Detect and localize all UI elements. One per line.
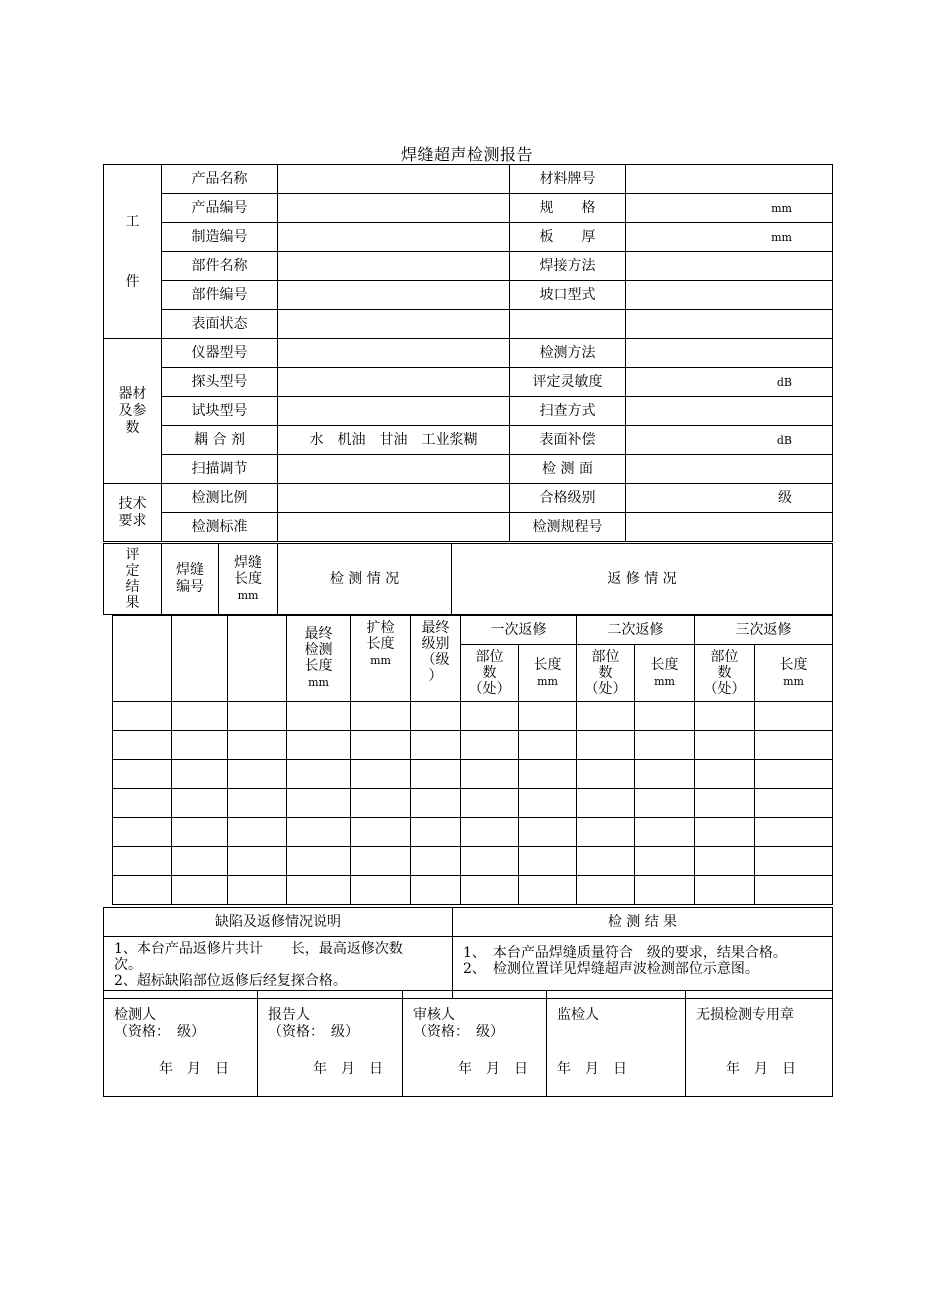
first-repair-header: 一次返修 <box>461 616 577 645</box>
grid-cell[interactable] <box>411 789 461 818</box>
grid-cell[interactable] <box>519 818 577 847</box>
extended-length-header <box>351 616 411 702</box>
ndt-seal-qualification <box>696 1024 832 1041</box>
grid-cell[interactable] <box>577 789 635 818</box>
extended-length-unit: mm <box>370 654 391 667</box>
equipment-label: 器材 及参 数 <box>104 339 162 484</box>
grid-cell[interactable] <box>635 847 695 876</box>
grid-cell[interactable] <box>351 760 411 789</box>
defects-line-1: 1、本台产品返修片共计 长，最高返修次数 次。 <box>114 941 431 973</box>
grid-cell[interactable] <box>519 789 577 818</box>
grid-cell[interactable] <box>411 818 461 847</box>
detection-surface-value[interactable] <box>626 455 833 484</box>
grid-cell[interactable] <box>695 760 755 789</box>
ndt-seal-date: 年 月 日 <box>726 1061 796 1077</box>
grid-cell[interactable] <box>287 760 351 789</box>
reporter-date: 年 月 日 <box>313 1061 383 1077</box>
grid-cell[interactable] <box>519 876 577 905</box>
reviewer-date: 年 月 日 <box>458 1061 528 1077</box>
evaluation-result-label: 评 定 结 果 <box>104 544 162 615</box>
final-length-unit: mm <box>308 676 329 689</box>
specification-label: 规 格 <box>510 194 626 223</box>
detection-ratio-value[interactable] <box>278 484 510 513</box>
grid-cell[interactable] <box>287 731 351 760</box>
grid-cell[interactable] <box>411 760 461 789</box>
grid-cell[interactable] <box>172 702 228 731</box>
grid-cell[interactable] <box>351 876 411 905</box>
grid-cell[interactable] <box>113 731 172 760</box>
defects-header: 缺陷及返修情况说明 <box>104 908 453 937</box>
results-line-2: 2、 检测位置详见焊缝超声波检测部位示意图。 <box>463 961 759 977</box>
report-title: 焊缝超声检测报告 <box>400 145 533 164</box>
instrument-model-label: 仪器型号 <box>162 339 278 368</box>
grid-cell[interactable] <box>519 702 577 731</box>
grid-row <box>113 818 833 847</box>
grid-cell[interactable] <box>755 876 833 905</box>
grid-cell[interactable] <box>351 702 411 731</box>
grid-cell[interactable] <box>461 789 519 818</box>
reporter-role: 报告人 <box>268 1007 310 1023</box>
weld-length-unit: mm <box>237 588 259 602</box>
grid-cell[interactable] <box>113 847 172 876</box>
ndt-seal-signature[interactable] <box>686 991 833 1097</box>
grid-cell[interactable] <box>351 731 411 760</box>
grid-cell[interactable] <box>228 847 287 876</box>
scan-mode-label: 扫查方式 <box>510 397 626 426</box>
grid-cell[interactable] <box>519 731 577 760</box>
grid-row <box>113 731 833 760</box>
groove-type-value[interactable] <box>626 281 833 310</box>
weld-length-col <box>172 616 228 702</box>
grid-cell[interactable] <box>411 702 461 731</box>
manufacture-number-label: 制造编号 <box>162 223 278 252</box>
grid-row <box>113 789 833 818</box>
third-repair-count-header: 部位 数 （处） <box>695 645 755 702</box>
grid-cell[interactable] <box>351 847 411 876</box>
first-repair-length-text: 长度 <box>533 656 562 673</box>
empty-label-cell <box>510 310 626 339</box>
empty-value-cell <box>626 310 833 339</box>
sensitivity-label: 评定灵敏度 <box>510 368 626 397</box>
third-repair-length-header <box>755 645 833 702</box>
grid-cell[interactable] <box>695 789 755 818</box>
detection-status-header: 检 测 情 况 <box>278 544 452 615</box>
grid-cell[interactable] <box>228 702 287 731</box>
final-length-header <box>287 616 351 702</box>
product-name-value[interactable] <box>278 165 510 194</box>
reviewer-signature[interactable] <box>403 991 547 1097</box>
grid-cell[interactable] <box>172 731 228 760</box>
detail-grid <box>112 615 833 905</box>
signature-table <box>103 990 833 1097</box>
final-length-text: 最终 检测 长度 <box>304 626 333 674</box>
grid-cell[interactable] <box>411 876 461 905</box>
grid-cell[interactable] <box>577 760 635 789</box>
welding-method-value[interactable] <box>626 252 833 281</box>
inspector-qualification: （资格： 级） <box>114 1024 205 1040</box>
surface-state-label: 表面状态 <box>162 310 278 339</box>
grid-cell[interactable] <box>228 789 287 818</box>
grid-cell[interactable] <box>461 702 519 731</box>
grid-cell[interactable] <box>695 702 755 731</box>
grid-cell[interactable] <box>461 876 519 905</box>
grid-cell[interactable] <box>287 702 351 731</box>
grid-cell[interactable] <box>172 789 228 818</box>
supervisor-date: 年 月 日 <box>557 1061 627 1077</box>
workpiece-label: 工 件 <box>104 165 162 339</box>
grid-cell[interactable] <box>635 731 695 760</box>
grid-cell[interactable] <box>228 731 287 760</box>
grid-cell[interactable] <box>228 876 287 905</box>
grid-cell[interactable] <box>351 818 411 847</box>
third-repair-length-text: 长度 <box>779 656 808 673</box>
part-name-value[interactable] <box>278 252 510 281</box>
second-repair-length-unit: mm <box>654 674 675 688</box>
grid-cell[interactable] <box>461 731 519 760</box>
grid-cell[interactable] <box>411 731 461 760</box>
second-repair-length-header <box>635 645 695 702</box>
supervisor-signature[interactable] <box>547 991 686 1097</box>
probe-model-value[interactable] <box>278 368 510 397</box>
grid-cell[interactable] <box>113 789 172 818</box>
grid-cell[interactable] <box>172 760 228 789</box>
procedure-number-label: 检测规程号 <box>510 513 626 542</box>
second-repair-header: 二次返修 <box>577 616 695 645</box>
detection-standard-value[interactable] <box>278 513 510 542</box>
grid-cell[interactable] <box>287 876 351 905</box>
material-grade-value[interactable] <box>626 165 833 194</box>
repair-status-header: 返 修 情 况 <box>452 544 833 615</box>
grid-cell[interactable] <box>577 818 635 847</box>
grid-cell[interactable] <box>287 789 351 818</box>
third-repair-length-unit: mm <box>783 674 804 688</box>
spare-col <box>228 616 287 702</box>
surface-state-value[interactable] <box>278 310 510 339</box>
acceptance-grade-label: 合格级别 <box>510 484 626 513</box>
second-repair-count-header: 部位 数 （处） <box>577 645 635 702</box>
first-repair-count-header: 部位 数 （处） <box>461 645 519 702</box>
instrument-model-value[interactable] <box>278 339 510 368</box>
grid-cell[interactable] <box>113 702 172 731</box>
inspector-date: 年 月 日 <box>159 1061 229 1077</box>
second-repair-length-text: 长度 <box>650 656 679 673</box>
report-header-table <box>103 164 833 542</box>
grid-cell[interactable] <box>755 818 833 847</box>
third-repair-header: 三次返修 <box>695 616 833 645</box>
probe-model-label: 探头型号 <box>162 368 278 397</box>
detection-method-label: 检测方法 <box>510 339 626 368</box>
weld-number-col <box>113 616 172 702</box>
extended-length-text: 扩检 长度 <box>366 620 395 652</box>
grid-cell[interactable] <box>695 876 755 905</box>
welding-method-label: 焊接方法 <box>510 252 626 281</box>
supervisor-qualification <box>557 1024 685 1041</box>
grid-cell[interactable] <box>172 847 228 876</box>
test-block-label: 试块型号 <box>162 397 278 426</box>
weld-length-header <box>219 544 278 615</box>
grid-cell[interactable] <box>755 731 833 760</box>
reporter-qualification: （资格： 级） <box>268 1024 359 1040</box>
sensitivity-unit[interactable]: dB <box>626 368 833 397</box>
part-number-label: 部件编号 <box>162 281 278 310</box>
defects-line-2: 2、超标缺陷部位返修后经复探合格。 <box>114 973 347 989</box>
defects-results-table <box>103 907 833 999</box>
ndt-seal-label: 无损检测专用章 <box>696 1007 794 1023</box>
grid-cell[interactable] <box>228 818 287 847</box>
grid-cell[interactable] <box>461 760 519 789</box>
grid-cell[interactable] <box>635 702 695 731</box>
reviewer-role: 审核人 <box>413 1007 455 1023</box>
grid-row <box>113 760 833 789</box>
first-repair-length-unit: mm <box>537 674 558 688</box>
manufacture-number-value[interactable] <box>278 223 510 252</box>
grid-cell[interactable] <box>577 731 635 760</box>
grid-row <box>113 847 833 876</box>
grid-cell[interactable] <box>113 818 172 847</box>
grid-cell[interactable] <box>113 876 172 905</box>
procedure-number-value[interactable] <box>626 513 833 542</box>
plate-thickness-unit[interactable]: mm <box>626 223 833 252</box>
reviewer-qualification: （资格： 级） <box>413 1024 504 1040</box>
evaluation-header-table <box>103 543 833 615</box>
groove-type-label: 坡口型式 <box>510 281 626 310</box>
grid-cell[interactable] <box>577 702 635 731</box>
detection-method-value[interactable] <box>626 339 833 368</box>
grid-cell[interactable] <box>411 847 461 876</box>
specification-unit[interactable]: mm <box>626 194 833 223</box>
acceptance-grade-unit[interactable]: 级 <box>626 484 833 513</box>
detection-standard-label: 检测标准 <box>162 513 278 542</box>
grid-cell[interactable] <box>695 847 755 876</box>
grid-row <box>113 876 833 905</box>
inspector-signature[interactable] <box>104 991 258 1097</box>
grid-cell[interactable] <box>172 818 228 847</box>
part-number-value[interactable] <box>278 281 510 310</box>
scan-mode-value[interactable] <box>626 397 833 426</box>
product-name-label: 产品名称 <box>162 165 278 194</box>
product-number-label: 产品编号 <box>162 194 278 223</box>
detection-surface-label: 检 测 面 <box>510 455 626 484</box>
first-repair-length-header <box>519 645 577 702</box>
grid-cell[interactable] <box>287 818 351 847</box>
grid-cell[interactable] <box>695 731 755 760</box>
grid-cell[interactable] <box>755 789 833 818</box>
plate-thickness-label: 板 厚 <box>510 223 626 252</box>
test-block-value[interactable] <box>278 397 510 426</box>
grid-cell[interactable] <box>755 760 833 789</box>
grid-cell[interactable] <box>113 760 172 789</box>
grid-cell[interactable] <box>228 760 287 789</box>
grid-cell[interactable] <box>635 876 695 905</box>
grid-cell[interactable] <box>172 876 228 905</box>
grid-cell[interactable] <box>635 818 695 847</box>
grid-cell[interactable] <box>635 789 695 818</box>
grid-cell[interactable] <box>461 818 519 847</box>
surface-compensation-label: 表面补偿 <box>510 426 626 455</box>
reporter-signature[interactable] <box>258 991 403 1097</box>
grid-cell[interactable] <box>755 847 833 876</box>
grid-cell[interactable] <box>461 847 519 876</box>
material-grade-label: 材料牌号 <box>510 165 626 194</box>
couplant-options[interactable]: 水 机油 甘油 工业浆糊 <box>278 426 510 455</box>
grid-cell[interactable] <box>519 760 577 789</box>
part-name-label: 部件名称 <box>162 252 278 281</box>
tech-requirements-label: 技术 要求 <box>104 484 162 542</box>
inspector-role: 检测人 <box>114 1007 156 1023</box>
product-number-value[interactable] <box>278 194 510 223</box>
grid-cell[interactable] <box>635 760 695 789</box>
grid-cell[interactable] <box>519 847 577 876</box>
grid-cell[interactable] <box>351 789 411 818</box>
grid-cell[interactable] <box>755 702 833 731</box>
scan-adjust-value[interactable] <box>278 455 510 484</box>
results-line-1: 1、 本台产品焊缝质量符合 级的要求，结果合格。 <box>463 945 787 961</box>
results-header: 检 测 结 果 <box>453 908 833 937</box>
weld-number-header: 焊缝 编号 <box>162 544 219 615</box>
couplant-label: 耦 合 剂 <box>162 426 278 455</box>
grid-cell[interactable] <box>577 847 635 876</box>
scan-adjust-label: 扫描调节 <box>162 455 278 484</box>
weld-length-text: 焊缝 长度 <box>234 554 262 587</box>
surface-compensation-unit[interactable]: dB <box>626 426 833 455</box>
detection-ratio-label: 检测比例 <box>162 484 278 513</box>
final-grade-header: 最终 级别 （级 ） <box>411 616 461 702</box>
grid-cell[interactable] <box>695 818 755 847</box>
grid-cell[interactable] <box>287 847 351 876</box>
grid-row <box>113 702 833 731</box>
supervisor-role: 监检人 <box>557 1007 599 1023</box>
detail-grid-body <box>113 702 833 905</box>
grid-cell[interactable] <box>577 876 635 905</box>
